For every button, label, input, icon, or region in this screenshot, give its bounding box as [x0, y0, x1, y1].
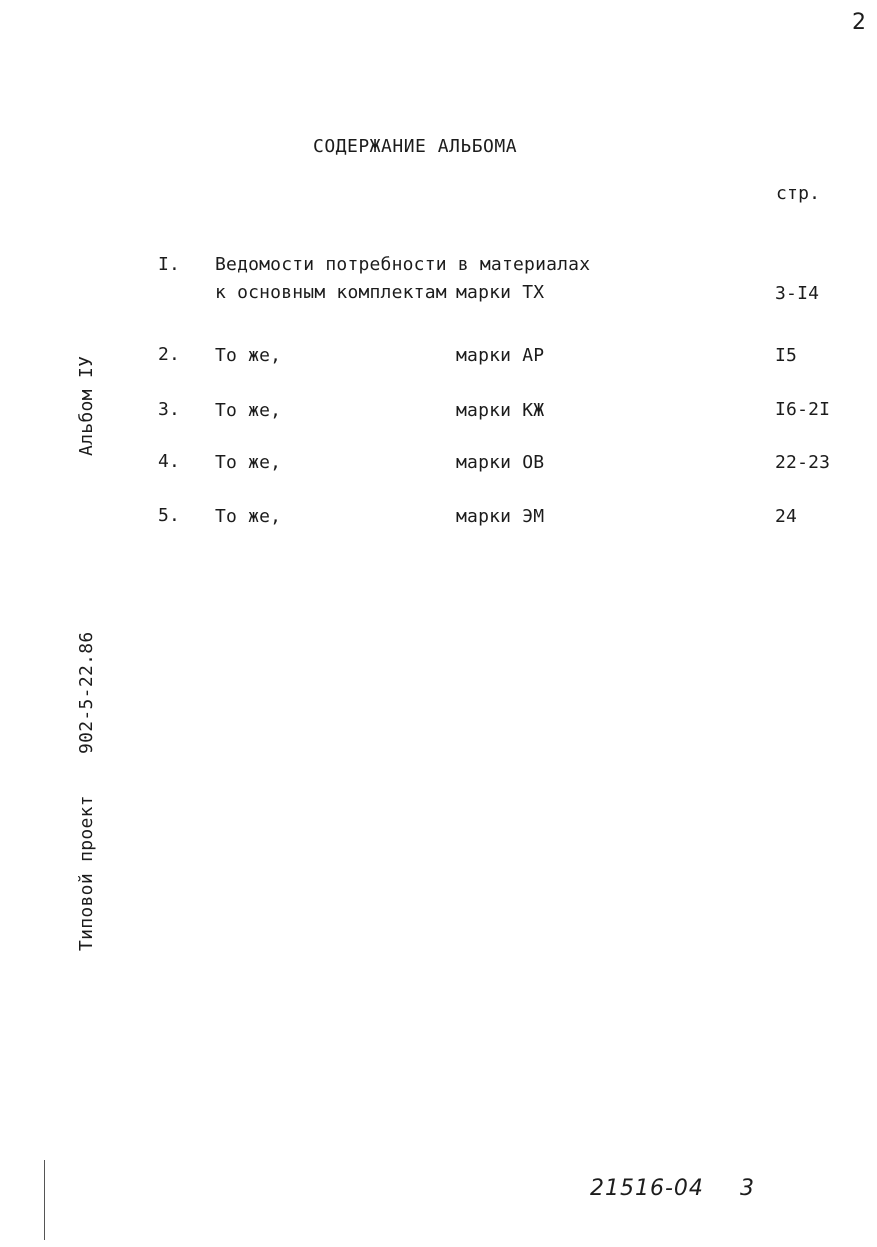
- entry-pages: 22-23: [775, 452, 831, 473]
- handwritten-code: 21516-04: [590, 1176, 704, 1201]
- entry-text-line1: Ведомости потребности в материалах: [215, 254, 591, 275]
- entry-mark: марки КЖ: [456, 400, 545, 421]
- entry-text: То же,: [215, 345, 282, 366]
- entry-number: 3.: [158, 399, 181, 420]
- entry-number: I.: [158, 254, 181, 275]
- entry-text: То же,: [215, 452, 282, 473]
- entry-pages: 3-I4: [775, 283, 820, 304]
- pages-column-header: стр.: [776, 183, 821, 204]
- side-project-type: Типовой проект: [76, 795, 97, 951]
- entry-text: То же,: [215, 400, 282, 421]
- page-number: 2: [852, 10, 866, 35]
- entry-mark: марки АР: [456, 345, 545, 366]
- entry-text: То же,: [215, 506, 282, 527]
- entry-mark: марки ЭМ: [456, 506, 545, 527]
- binding-edge-line: [44, 1160, 45, 1240]
- entry-mark: марки ТХ: [456, 282, 545, 303]
- side-album-label: Альбом IУ: [76, 355, 97, 456]
- entry-number: 4.: [158, 451, 181, 472]
- page-title: СОДЕРЖАНИЕ АЛЬБОМА: [313, 136, 518, 157]
- entry-pages: I6-2I: [775, 399, 831, 420]
- entry-text-line2: к основным комплектам: [215, 282, 447, 303]
- entry-number: 5.: [158, 505, 181, 526]
- entry-pages: 24: [775, 506, 798, 527]
- entry-mark: марки ОВ: [456, 452, 545, 473]
- entry-number: 2.: [158, 344, 181, 365]
- side-project-code: 902-5-22.86: [76, 631, 97, 754]
- entry-pages: I5: [775, 345, 798, 366]
- sheet-number: 3: [740, 1176, 755, 1201]
